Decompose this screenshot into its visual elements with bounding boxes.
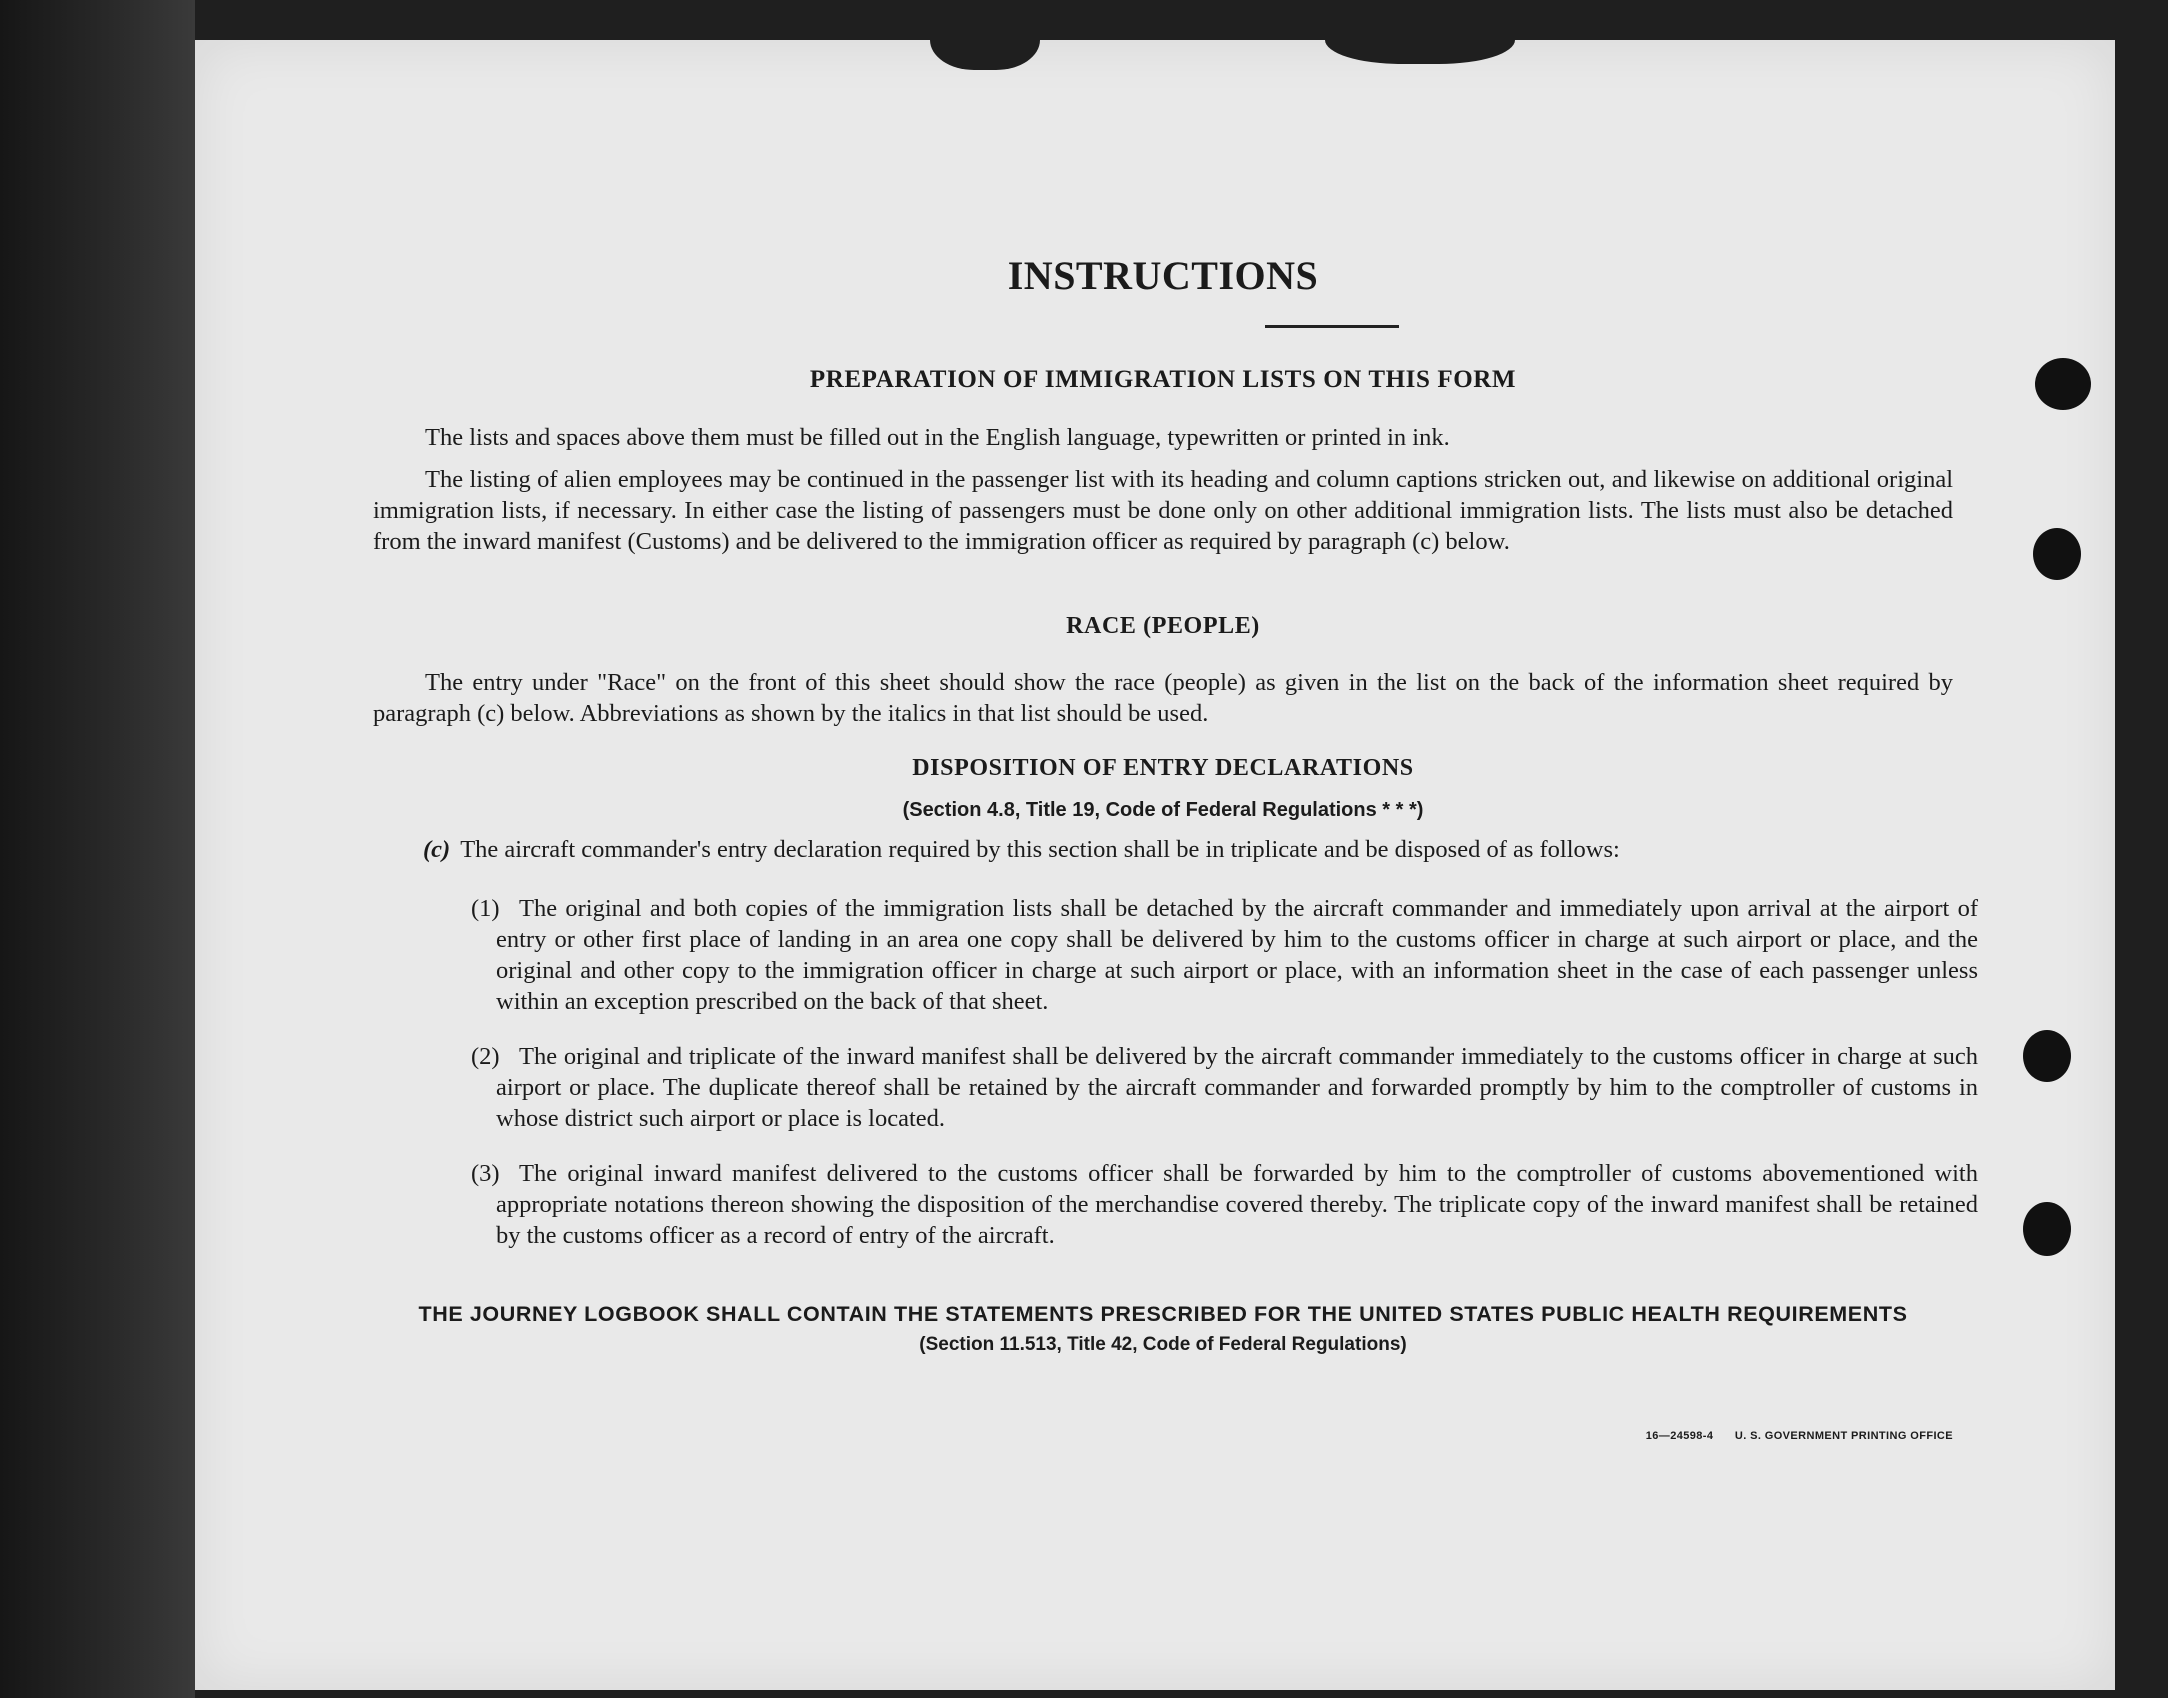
torn-edge — [1325, 40, 1515, 64]
section-heading-preparation: PREPARATION OF IMMIGRATION LISTS ON THIS FORM — [809, 366, 1517, 393]
section-heading-race: RACE (PEOPLE) — [1066, 613, 1260, 639]
list-item-text: The original inward manifest delivered to the customs officer shall be forwarded by him to the comptroller of customs abovementioned with appropriate notations thereon showing the disposition of the merchandise covered thereby. The triplicate copy of the inward manifest shall be retained by the customs officer as a record of entry of the aircraft. — [496, 1160, 1978, 1249]
document-page — [195, 40, 2115, 1690]
title-divider — [1265, 325, 1399, 328]
list-item-text: The original and triplicate of the inward manifest shall be delivered by the aircraft commander immediately to the customs officer in charge at such airport or place. The duplicate thereof shall be retained by the aircraft commander and forwarded promptly by him to the comptroller of customs in whose district such airport or place is located. — [496, 1043, 1978, 1132]
punch-hole — [2023, 1030, 2071, 1082]
disposition-intro — [423, 834, 1953, 865]
paragraph-text: The lists and spaces above them must be filled out in the English language, typewritten or printed in ink. — [425, 424, 1450, 451]
printer-imprint — [1646, 1430, 1953, 1442]
footer-citation: (Section 11.513, Title 42, Code of Federal Regulations) — [919, 1334, 1407, 1355]
punch-hole — [2035, 358, 2091, 410]
printer-name: U. S. GOVERNMENT PRINTING OFFICE — [1734, 1430, 1953, 1442]
paragraph-preparation-1 — [373, 422, 1953, 453]
list-item-number: (3) — [471, 1160, 500, 1187]
paragraph-text: The aircraft commander's entry declaration required by this section shall be in triplicate and be disposed of as follows: — [460, 836, 1620, 863]
torn-edge — [930, 40, 1040, 70]
intro-label: (c) — [423, 836, 451, 863]
list-item — [471, 893, 1978, 1017]
list-item-text: The original and both copies of the immigration lists shall be detached by the aircraft commander and immediately upon arrival at the airport of entry or other first place of landing in an area one copy shall be delivered by him to the customs officer in charge at such airport or place, and the original and other copy to the immigration officer in charge at such airport or place, with an information sheet in the case of each passenger unless within an exception prescribed on the back of that sheet. — [496, 895, 1978, 1015]
paragraph-preparation-2 — [373, 464, 1953, 557]
list-item-number: (2) — [471, 1043, 500, 1070]
footer-statement: THE JOURNEY LOGBOOK SHALL CONTAIN THE STATEMENTS PRESCRIBED FOR THE UNITED STATES PUBLIC HEALTH REQUIREMENTS — [418, 1302, 1908, 1326]
paragraph-race — [373, 667, 1953, 729]
page-title: INSTRUCTIONS — [1007, 253, 1319, 298]
list-item — [471, 1041, 1978, 1134]
section-subheading-disposition: (Section 4.8, Title 19, Code of Federal Regulations * * *) — [902, 799, 1424, 821]
paragraph-text: The listing of alien employees may be continued in the passenger list with its heading and column captions stricken out, and likewise on additional original immigration lists, if necessary. In either case the listing of passengers must be done only on other additional immigration lists. The lists must also be detached from the inward manifest (Customs) and be delivered to the immigration officer as required by paragraph (c) below. — [373, 466, 1953, 555]
list-item-number: (1) — [471, 895, 500, 922]
punch-hole — [2023, 1202, 2071, 1256]
list-item — [471, 1158, 1978, 1251]
paragraph-text: The entry under "Race" on the front of this sheet should show the race (people) as given in the list on the back of the information sheet required by paragraph (c) below. Abbreviations as shown by the italics in that list should be used. — [373, 669, 1953, 727]
section-heading-disposition: DISPOSITION OF ENTRY DECLARATIONS — [912, 755, 1414, 781]
scan-background — [0, 0, 195, 1698]
punch-hole — [2033, 528, 2081, 580]
form-number: 16—24598-4 — [1645, 1430, 1714, 1442]
